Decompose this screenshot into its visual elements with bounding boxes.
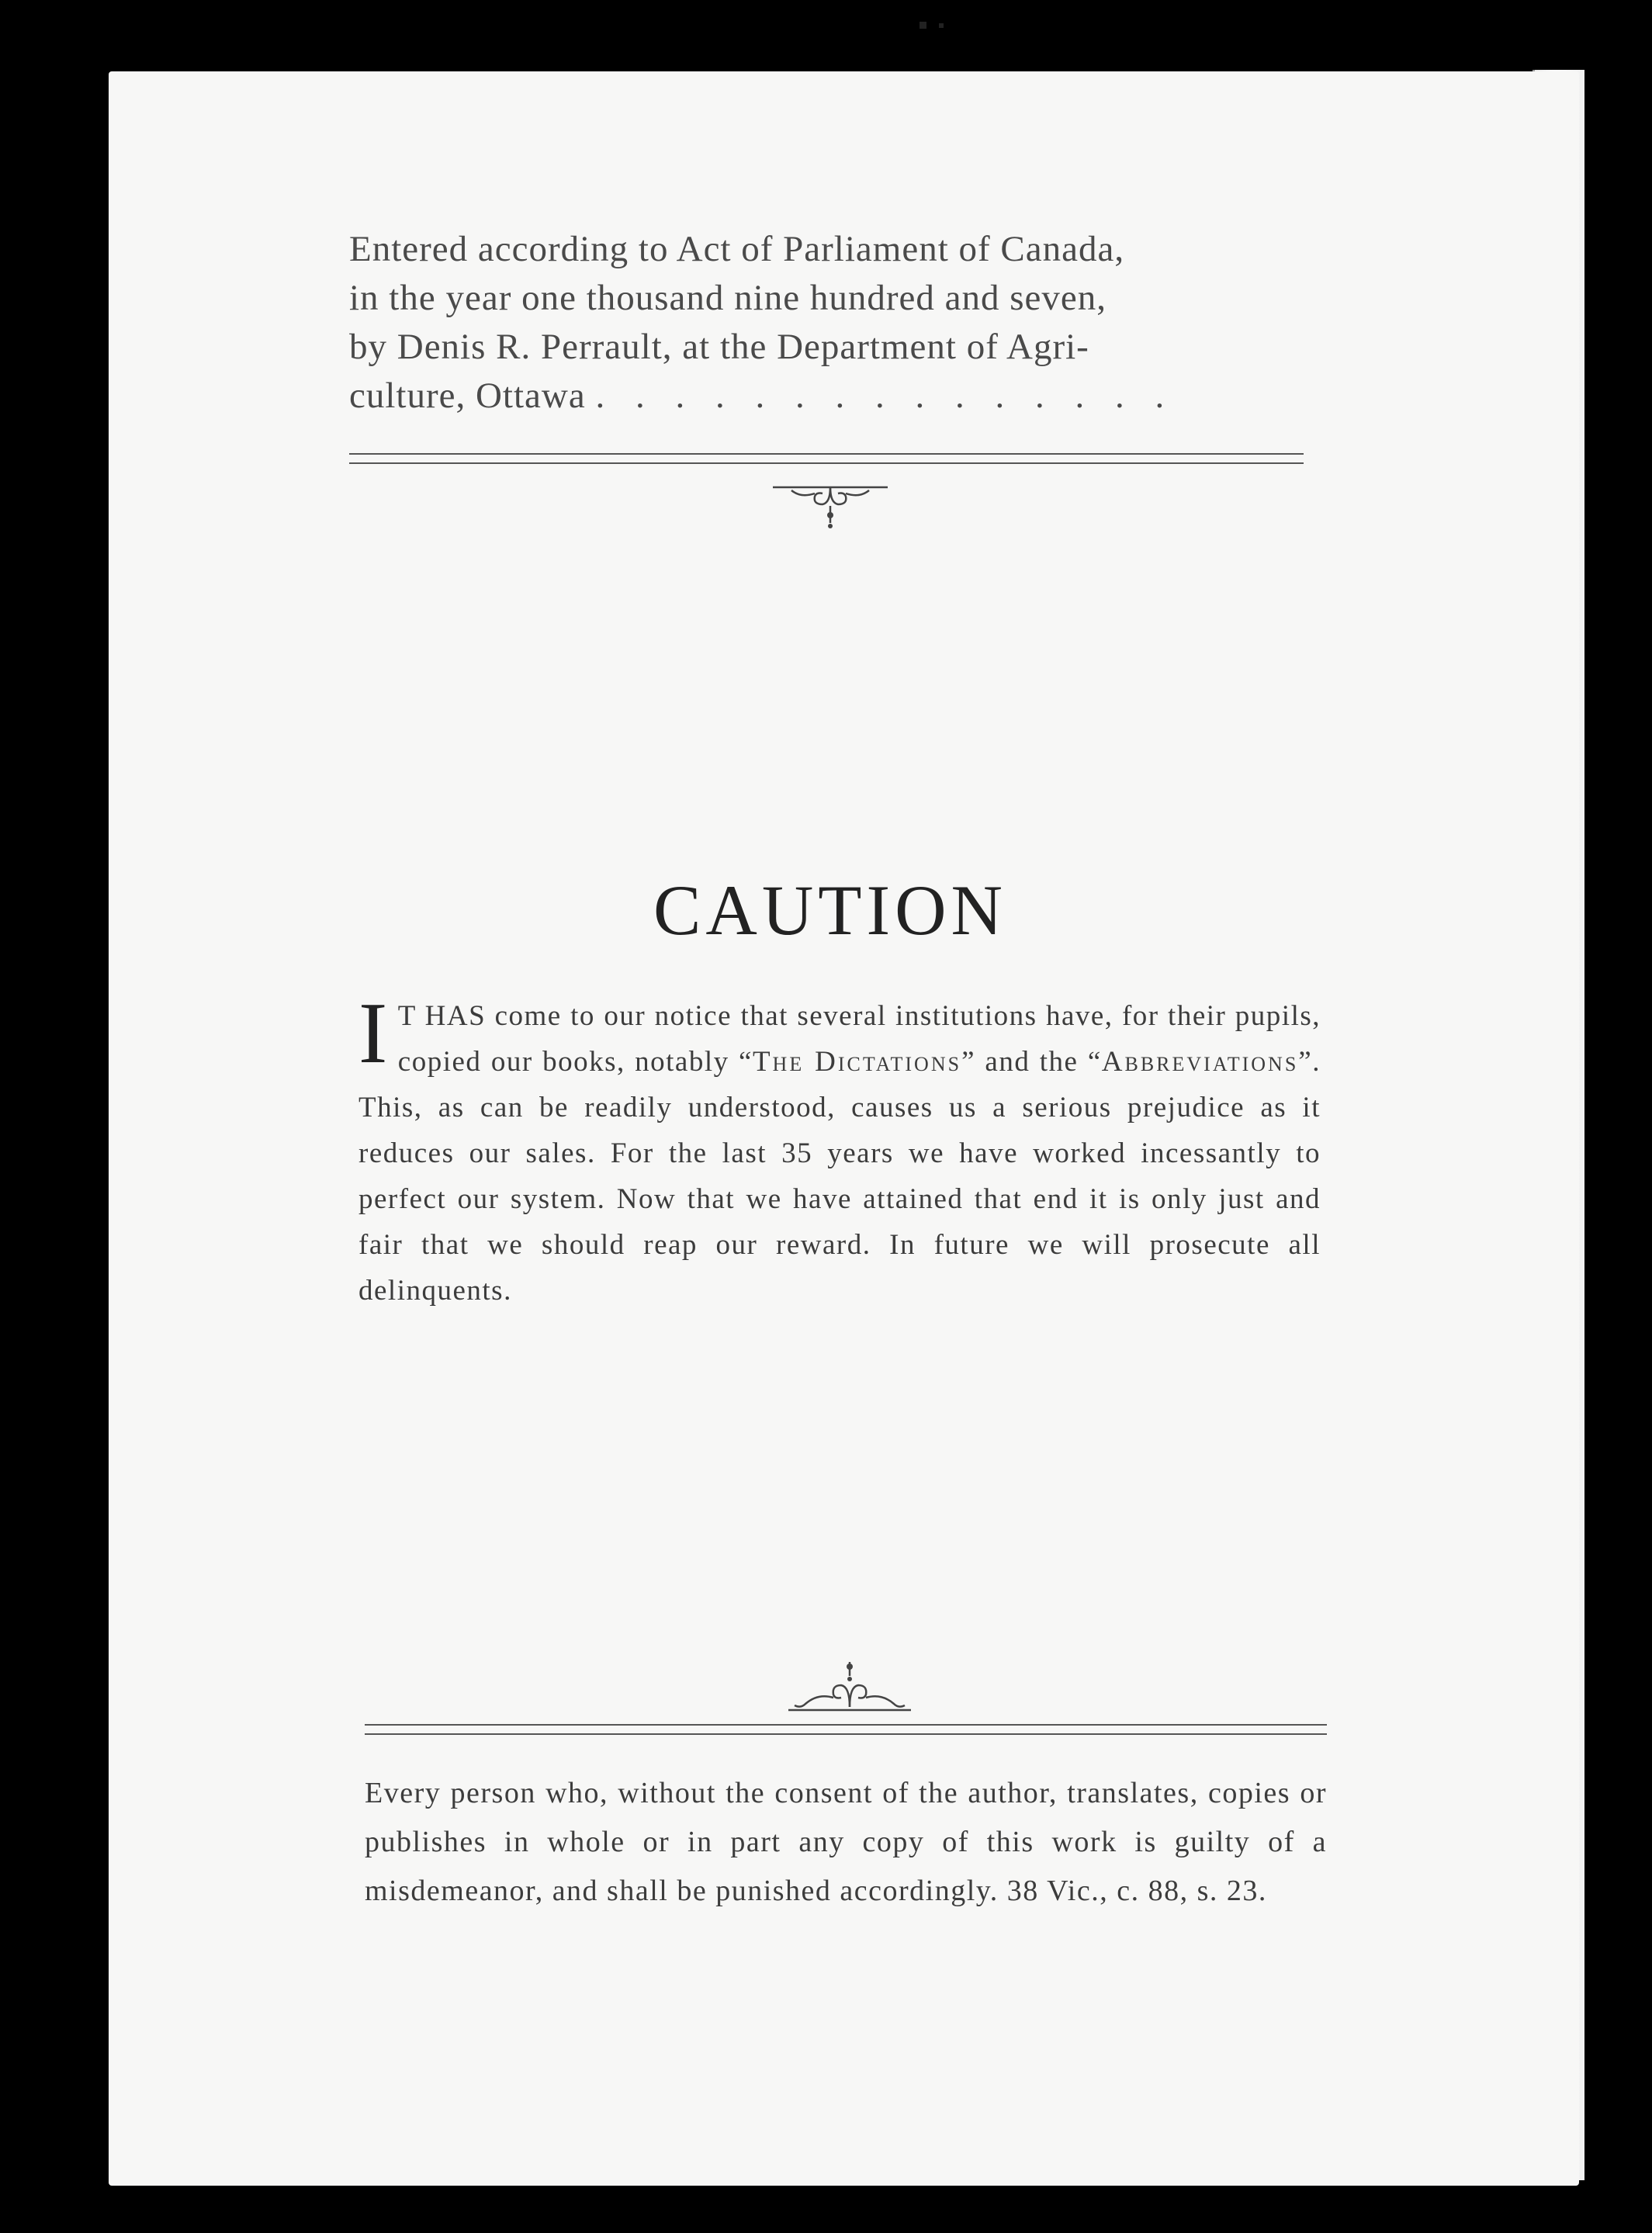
copyright-line: by Denis R. Perrault, at the Department of Agri- bbox=[349, 327, 1089, 367]
drop-cap: I bbox=[358, 985, 389, 1082]
copyright-warning: Every person who, without the consent of the author, translates, copies or publishes in whole or in part any copy of this work is guilty of a misdemeanor, and shall be punished accordingly. 38 Vic., c. 88, s. 23. bbox=[365, 1777, 1327, 1907]
caution-text-lead: T HAS come to our notice that several institutions have, for their pupils, copied our books, notably “ bbox=[397, 1000, 1321, 1078]
caution-heading: CAUTION bbox=[653, 871, 1007, 950]
caution-text-mid: ” and the “ bbox=[961, 1046, 1102, 1078]
caution-text-rest: ”. This, as can be readily understood, causes us a serious prejudice as it reduces our sales. For the last 35 years we have worked incessantly to perfect our system. Now that we have attained that end it is only just and fair that we should reap our reward. In future we will prosecute all delinquents. bbox=[358, 1046, 1321, 1307]
bottom-rule-upper bbox=[365, 1724, 1327, 1726]
copyright-line: culture, Ottawa bbox=[349, 376, 586, 416]
bottom-rule-lower bbox=[365, 1733, 1327, 1735]
copyright-line: in the year one thousand nine hundred and seven, bbox=[349, 278, 1107, 318]
copyright-notice bbox=[349, 225, 1311, 421]
caution-paragraph bbox=[358, 985, 1321, 1314]
top-rule-lower bbox=[349, 462, 1304, 464]
copyright-line: Entered according to Act of Parliament of Canada, bbox=[349, 229, 1125, 269]
top-fleuron-icon bbox=[768, 470, 892, 532]
book-title-abbreviations: Abbreviations bbox=[1101, 1046, 1299, 1078]
book-title-dictations: The Dictations bbox=[752, 1046, 962, 1078]
dot-leader: . . . . . . . . . . . . . . . bbox=[595, 376, 1176, 416]
bottom-fleuron-icon bbox=[784, 1659, 916, 1721]
scan-speck bbox=[920, 22, 926, 29]
top-rule-upper bbox=[349, 453, 1304, 455]
copyright-line-last bbox=[349, 372, 1311, 421]
scan-speck bbox=[939, 23, 944, 28]
